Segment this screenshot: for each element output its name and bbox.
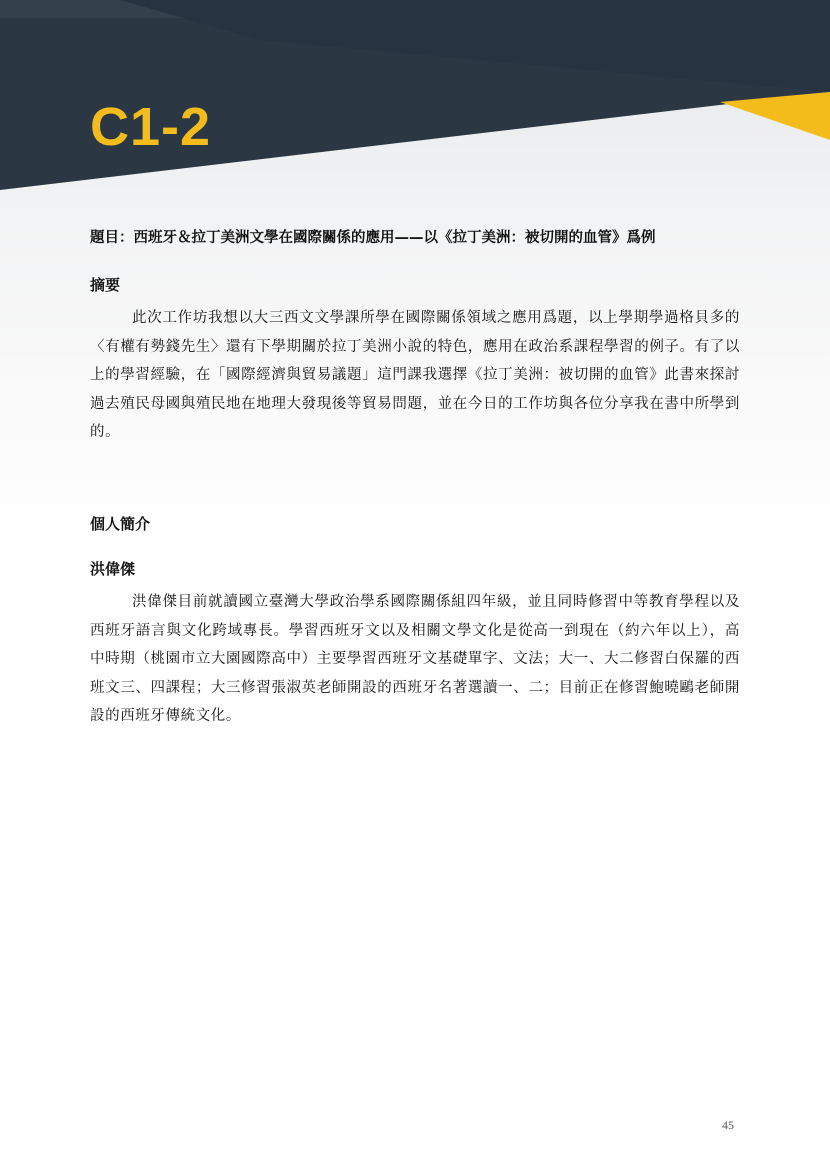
bio-heading: 個人簡介	[90, 514, 151, 533]
main-content	[90, 226, 740, 731]
section-code: C1-2	[90, 97, 212, 157]
abstract-text: 此次工作坊我想以大三西文文學課所學在國際關係領域之應用爲題，以上學期學過格貝多的〈有權有勢錢先生〉還有下學期關於拉丁美洲小說的特色，應用在政治系課程學習的例子。有了以上的學習經驗，在「國際經濟與貿易議題」這門課我選擇《拉丁美洲：被切開的血管》此書來探討過去殖民母國與殖民地在地理大發現後等貿易問題，並在今日的工作坊與各位分享我在書中所學到的。	[90, 310, 740, 441]
document-title: 題目：西班牙＆拉丁美洲文學在國際關係的應用——以《拉丁美洲：被切開的血管》爲例	[90, 230, 656, 246]
page-number: 45	[722, 1118, 734, 1132]
bio-text: 洪偉傑目前就讀國立臺灣大學政治學系國際關係組四年級，並且同時修習中等教育學程以及西班牙語言與文化跨域專長。學習西班牙文以及相關文學文化是從高一到現在（約六年以上），高中時期（桃園市立大園國際高中）主要學習西班牙文基礎單字、文法；大一、大二修習白保羅的西班文三、四課程；大三修習張淑英老師開設的西班牙名著選讀一、二；目前正在修習鮑曉鷗老師開設的西班牙傳統文化。	[90, 593, 740, 725]
bio-name: 洪偉傑	[90, 559, 136, 578]
abstract-heading: 摘要	[90, 276, 121, 294]
